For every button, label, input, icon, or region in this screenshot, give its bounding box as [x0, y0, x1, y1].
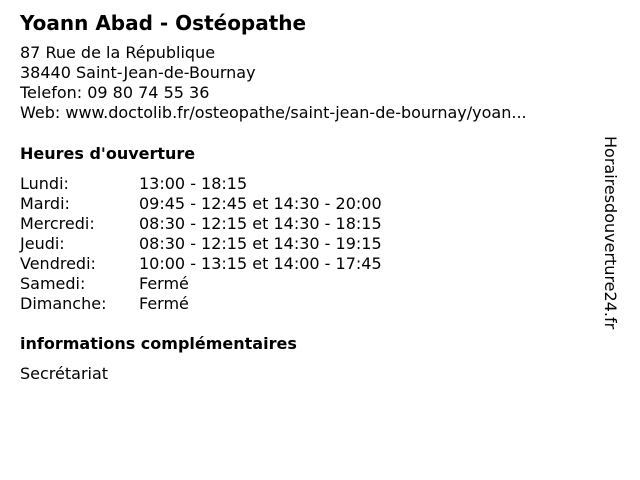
hours-value: Fermé [139, 274, 189, 293]
opening-hours-list [20, 174, 440, 314]
site-watermark [590, 136, 630, 346]
hours-row-wednesday [20, 214, 440, 234]
hours-row-saturday [20, 274, 440, 294]
hours-value: 08:30 - 12:15 et 14:30 - 19:15 [139, 234, 382, 253]
day-label: Vendredi: [20, 254, 96, 273]
day-label: Mercredi: [20, 214, 95, 233]
phone-number: Telefon: 09 80 74 55 36 [20, 83, 210, 102]
hours-row-tuesday [20, 194, 440, 214]
additional-info-text: Secrétariat [20, 364, 109, 383]
hours-row-thursday [20, 234, 440, 254]
street-address: 87 Rue de la République [20, 43, 216, 62]
hours-value: Fermé [139, 294, 189, 313]
hours-value: 13:00 - 18:15 [139, 174, 248, 193]
additional-info-heading: informations complémentaires [20, 334, 297, 353]
address-block [20, 43, 527, 123]
day-label: Lundi: [20, 174, 69, 193]
hours-value: 08:30 - 12:15 et 14:30 - 18:15 [139, 214, 382, 233]
hours-value: 10:00 - 13:15 et 14:00 - 17:45 [139, 254, 382, 273]
opening-hours-heading: Heures d'ouverture [20, 144, 196, 163]
page-title: Yoann Abad - Ostéopathe [20, 11, 307, 35]
hours-row-friday [20, 254, 440, 274]
hours-row-sunday [20, 294, 440, 314]
website-link[interactable]: Web: www.doctolib.fr/osteopathe/saint-jean-de-bournay/yoan... [20, 103, 527, 122]
day-label: Dimanche: [20, 294, 107, 313]
city-address: 38440 Saint-Jean-de-Bournay [20, 63, 256, 82]
day-label: Mardi: [20, 194, 70, 213]
day-label: Samedi: [20, 274, 86, 293]
day-label: Jeudi: [20, 234, 65, 253]
watermark-text: Horairesdouverture24.fr [601, 136, 620, 330]
hours-value: 09:45 - 12:45 et 14:30 - 20:00 [139, 194, 382, 213]
hours-row-monday [20, 174, 440, 194]
